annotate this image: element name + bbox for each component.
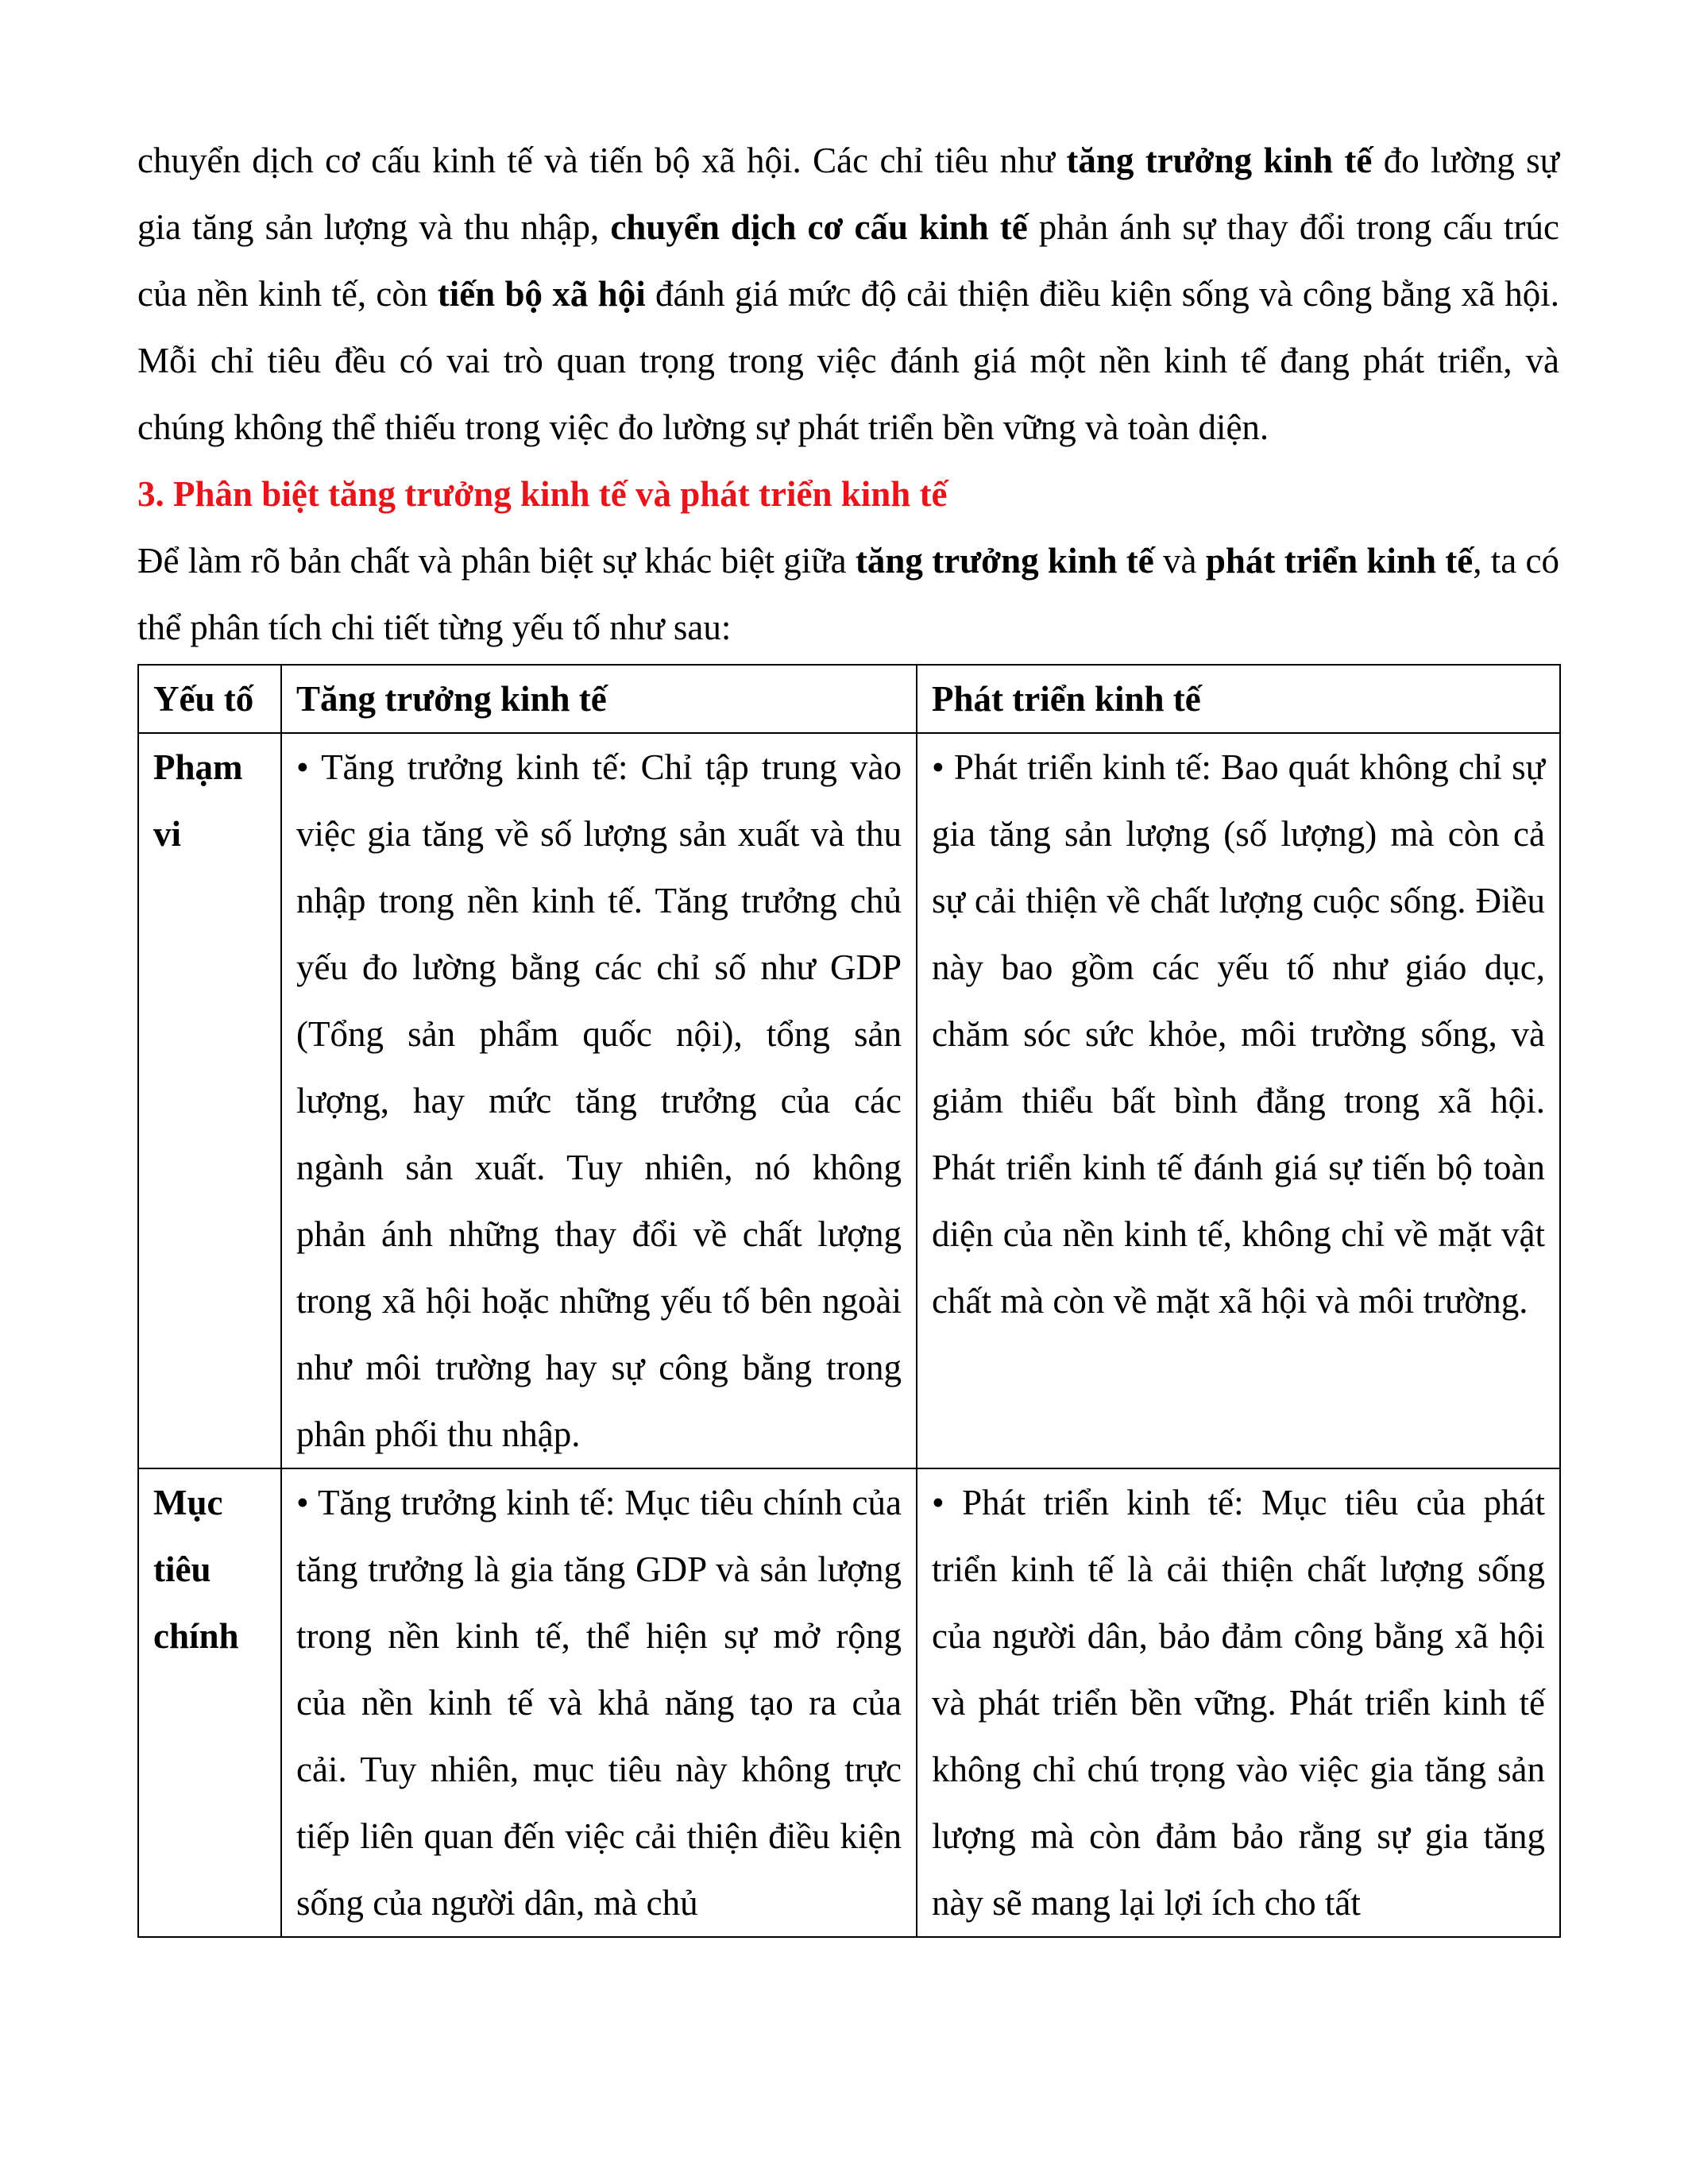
intro-paragraph	[137, 127, 1559, 461]
intro-bold-restructuring: chuyển dịch cơ cấu kinh tế	[610, 207, 1028, 247]
header-development: Phát triển kinh tế	[917, 665, 1560, 733]
section-lead-paragraph	[137, 527, 1559, 661]
row-growth-scope: • Tăng trưởng kinh tế: Chỉ tập trung vào việc gia tăng về số lượng sản xuất và thu nhập trong nền kinh tế. Tăng trưởng chủ yếu đo lường bằng các chỉ số như GDP (Tổng sản phẩm quốc nội), tổng sản lượng, hay mức tăng trưởng của các ngành sản xuất. Tuy nhiên, nó không phản ánh những thay đổi về chất lượng trong xã hội hoặc những yếu tố bên ngoài như môi trường hay sự công bằng trong phân phối thu nhập.	[281, 733, 917, 1468]
intro-bold-social-progress: tiến bộ xã hội	[437, 274, 646, 314]
table-header-row	[138, 665, 1560, 733]
intro-text-2: đo lường sự gia tăng sản lượng và thu nhập,	[137, 141, 1559, 247]
row-factor-main-goal: Mục tiêu chính	[138, 1468, 281, 1937]
row-growth-main-goal: • Tăng trưởng kinh tế: Mục tiêu chính của tăng trưởng là gia tăng GDP và sản lượng trong nền kinh tế, thể hiện sự mở rộng của nền kinh tế và khả năng tạo ra của cải. Tuy nhiên, mục tiêu này không trực tiếp liên quan đến việc cải thiện điều kiện sống của người dân, mà chủ	[281, 1468, 917, 1937]
intro-text-1: chuyển dịch cơ cấu kinh tế và tiến bộ xã hội. Các chỉ tiêu như	[137, 141, 1067, 180]
row-factor-scope: Phạm vi	[138, 733, 281, 1468]
lead-text-3: , ta có thể phân tích chi tiết từng yếu tố như sau:	[137, 541, 1559, 647]
lead-text-1: Để làm rõ bản chất và phân biệt sự khác biệt giữa	[137, 541, 856, 581]
table-row	[138, 1468, 1560, 1937]
lead-bold-growth: tăng trưởng kinh tế	[855, 541, 1154, 581]
intro-bold-growth: tăng trưởng kinh tế	[1066, 141, 1373, 180]
table-row	[138, 733, 1560, 1468]
row-development-scope: • Phát triển kinh tế: Bao quát không chỉ sự gia tăng sản lượng (số lượng) mà còn cả sự cải thiện về chất lượng cuộc sống. Điều này bao gồm các yếu tố như giáo dục, chăm sóc sức khỏe, môi trường sống, và giảm thiểu bất bình đẳng trong xã hội. Phát triển kinh tế đánh giá sự tiến bộ toàn diện của nền kinh tế, không chỉ về mặt vật chất mà còn về mặt xã hội và môi trường.	[917, 733, 1560, 1468]
intro-text-3: phản ánh sự thay đổi trong cấu trúc của nền kinh tế, còn	[137, 207, 1559, 314]
document-page	[137, 127, 1559, 1938]
header-growth: Tăng trưởng kinh tế	[281, 665, 917, 733]
lead-bold-development: phát triển kinh tế	[1205, 541, 1474, 581]
intro-text-4: đánh giá mức độ cải thiện điều kiện sống và công bằng xã hội. Mỗi chỉ tiêu đều có vai trò quan trọng trong việc đánh giá một nền kinh tế đang phát triển, và chúng không thể thiếu trong việc đo lường sự phát triển bền vững và toàn diện.	[137, 274, 1560, 447]
row-development-main-goal: • Phát triển kinh tế: Mục tiêu của phát triển kinh tế là cải thiện chất lượng sống của người dân, bảo đảm công bằng xã hội và phát triển bền vững. Phát triển kinh tế không chỉ chú trọng vào việc gia tăng sản lượng mà còn đảm bảo rằng sự gia tăng này sẽ mang lại lợi ích cho tất	[917, 1468, 1560, 1937]
comparison-table	[137, 664, 1561, 1938]
header-factor: Yếu tố	[138, 665, 281, 733]
lead-text-2: và	[1153, 541, 1206, 581]
section-heading: 3. Phân biệt tăng trưởng kinh tế và phát triển kinh tế	[137, 474, 948, 514]
